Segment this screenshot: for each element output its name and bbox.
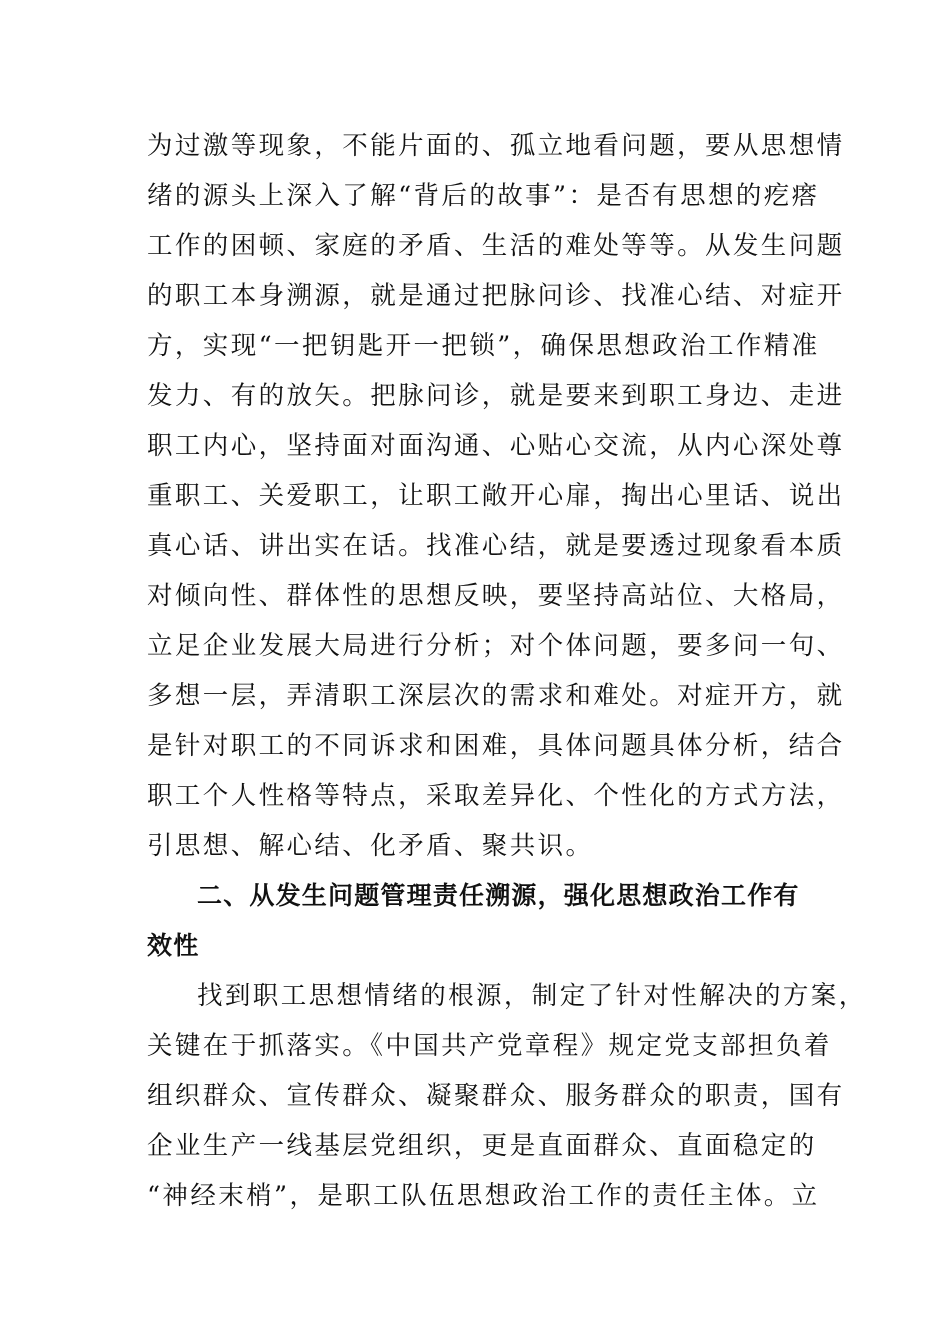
- body-text-line: 绪的源头上深入了解“背后的故事”：是否有思想的疙瘩: [147, 181, 820, 211]
- body-text-line: 关键在于抓落实。《中国共产党章程》规定党支部担负着: [147, 1031, 832, 1061]
- body-text-line: 多想一层，弄清职工深层次的需求和难处。对症开方，就: [147, 681, 845, 711]
- body-text-line: 为过激等现象，不能片面的、孤立地看问题，要从思想情: [147, 131, 845, 161]
- body-text-line: 职工内心，坚持面对面沟通、心贴心交流，从内心深处尊: [147, 431, 845, 461]
- body-text-line: 真心话、讲出实在话。找准心结，就是要透过现象看本质: [147, 531, 845, 561]
- section-heading-continuation: 效性: [147, 931, 200, 960]
- body-text-line: 对倾向性、群体性的思想反映，要坚持高站位、大格局，: [147, 581, 845, 611]
- body-text-line: 组织群众、宣传群众、凝聚群众、服务群众的职责，国有: [147, 1081, 845, 1111]
- body-text-line: 立足企业发展大局进行分析；对个体问题，要多问一句、: [147, 631, 845, 661]
- body-text-line: 工作的困顿、家庭的矛盾、生活的难处等等。从发生问题: [147, 231, 845, 261]
- body-text-line: 方，实现“一把钥匙开一把锁”，确保思想政治工作精准: [147, 331, 820, 361]
- body-text-line: 是针对职工的不同诉求和困难，具体问题具体分析，结合: [147, 731, 845, 761]
- body-text-line: 引思想、解心结、化矛盾、聚共识。: [147, 831, 594, 861]
- body-text-line: 发力、有的放矢。把脉问诊，就是要来到职工身边、走进: [147, 381, 845, 411]
- section-heading: 二、从发生问题管理责任溯源，强化思想政治工作有: [197, 881, 800, 910]
- body-text-line: 重职工、关爱职工，让职工敞开心扉，掏出心里话、说出: [147, 481, 845, 511]
- body-text-line: 企业生产一线基层党组织，更是直面群众、直面稳定的: [147, 1131, 817, 1161]
- body-text-line: 职工个人性格等特点，采取差异化、个性化的方式方法，: [147, 781, 845, 811]
- body-text-line: 找到职工思想情绪的根源，制定了针对性解决的方案，: [197, 981, 867, 1011]
- body-text-line: 的职工本身溯源，就是通过把脉问诊、找准心结、对症开: [147, 281, 845, 311]
- body-text-line: “神经末梢”，是职工队伍思想政治工作的责任主体。立: [147, 1181, 820, 1211]
